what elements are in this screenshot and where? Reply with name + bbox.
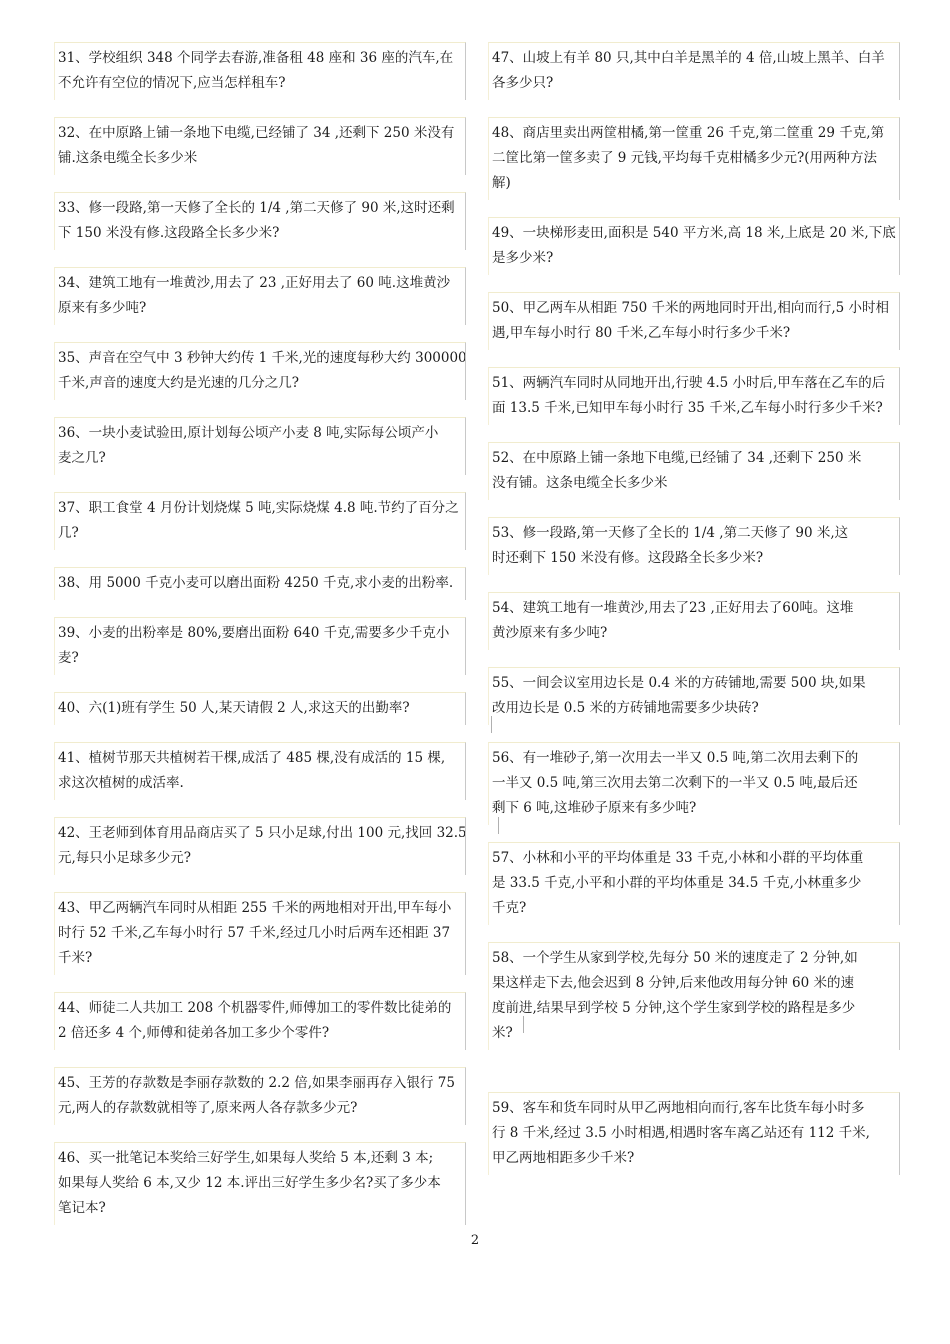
page-number: 2 <box>470 1233 480 1248</box>
problem-55 <box>492 671 894 721</box>
problem-39 <box>58 621 460 671</box>
problem-45 <box>58 1071 460 1121</box>
problem-line: 38、用 5000 千克小麦可以磨出面粉 4250 千克,求小麦的出粉率. <box>58 575 454 591</box>
problem-line: 37、职工食堂 4 月份计划烧煤 5 吨,实际烧煤 4.8 吨.节约了百分之 <box>58 500 459 516</box>
problem-41 <box>58 746 460 796</box>
problem-line: 麦之几? <box>58 450 106 466</box>
problem-51 <box>492 371 894 421</box>
problem-line: 51、两辆汽车同时从同地开出,行驶 4.5 小时后,甲车落在乙车的后 <box>492 375 886 391</box>
problem-line: 果这样走下去,他会迟到 8 分钟,后来他改用每分钟 60 米的速 <box>492 975 855 991</box>
problem-line: 度前进,结果早到学校 5 分钟,这个学生家到学校的路程是多少 <box>492 1000 856 1016</box>
problem-line: 33、修一段路,第一天修了全长的 1/4 ,第二天修了 90 米,这时还剩 <box>58 200 455 216</box>
problem-line: 52、在中原路上铺一条地下电缆,已经铺了 34 ,还剩下 250 米 <box>492 450 862 466</box>
problem-48 <box>492 121 894 196</box>
problem-57 <box>492 846 894 921</box>
problem-line: 元,每只小足球多少元? <box>58 850 192 866</box>
problem-line: 45、王芳的存款数是李丽存款数的 2.2 倍,如果李丽再存入银行 75 <box>58 1075 455 1091</box>
problem-43 <box>58 896 460 971</box>
problem-line: 没有铺。这条电缆全长多少米 <box>492 475 668 491</box>
problem-line: 元,两人的存款数就相等了,原来两人各存款多少元? <box>58 1100 358 1116</box>
problem-line: 各多少只? <box>492 75 554 91</box>
problem-49 <box>492 221 894 271</box>
problem-line: 49、一块梯形麦田,面积是 540 平方米,高 18 米,上底是 20 米,下底 <box>492 225 896 241</box>
problem-38 <box>58 571 460 596</box>
problem-46 <box>58 1146 460 1221</box>
problem-line: 56、有一堆砂子,第一次用去一半又 0.5 吨,第二次用去剩下的 <box>492 750 859 766</box>
problem-line: 35、声音在空气中 3 秒钟大约传 1 千米,光的速度每秒大约 300000 <box>58 350 467 366</box>
problem-53 <box>492 521 894 571</box>
margin-tick <box>523 1016 524 1033</box>
problem-line: 34、建筑工地有一堆黄沙,用去了 23 ,正好用去了 60 吨.这堆黄沙 <box>58 275 451 291</box>
problem-line: 是多少米? <box>492 250 554 266</box>
problem-50 <box>492 296 894 346</box>
problem-34 <box>58 271 460 321</box>
problem-line: 53、修一段路,第一天修了全长的 1/4 ,第二天修了 90 米,这 <box>492 525 849 541</box>
problem-line: 遇,甲车每小时行 80 千米,乙车每小时行多少千米? <box>492 325 791 341</box>
margin-tick <box>491 716 492 733</box>
problem-31 <box>58 46 460 96</box>
problem-line: 50、甲乙两车从相距 750 千米的两地同时开出,相向而行,5 小时相 <box>492 300 889 316</box>
problem-line: 如果每人奖给 6 本,又少 12 本.评出三好学生多少名?买了多少本 <box>58 1175 441 1191</box>
problem-line: 千克? <box>492 900 527 916</box>
margin-tick <box>498 817 499 834</box>
problem-35 <box>58 346 467 396</box>
problem-line: 是 33.5 千克,小平和小群的平均体重是 34.5 千克,小林重多少 <box>492 875 862 891</box>
problem-line: 行 8 千米,经过 3.5 小时相遇,相遇时客车离乙站还有 112 千米, <box>492 1125 870 1141</box>
problem-line: 改用边长是 0.5 米的方砖铺地需要多少块砖? <box>492 700 759 716</box>
problem-line: 千米? <box>58 950 93 966</box>
problem-line: 铺.这条电缆全长多少米 <box>58 150 198 166</box>
problem-line: 解) <box>492 175 511 191</box>
problem-line: 几? <box>58 525 79 541</box>
problem-line: 不允许有空位的情况下,应当怎样租车? <box>58 75 286 91</box>
problem-line: 39、小麦的出粉率是 80%,要磨出面粉 640 千克,需要多少千克小 <box>58 625 450 641</box>
problem-line: 麦? <box>58 650 79 666</box>
problem-line: 时还剩下 150 米没有修。这段路全长多少米? <box>492 550 764 566</box>
problem-54 <box>492 596 894 646</box>
problem-line: 求这次植树的成活率. <box>58 775 184 791</box>
problem-line: 58、一个学生从家到学校,先每分 50 米的速度走了 2 分钟,如 <box>492 950 858 966</box>
problem-40 <box>58 696 460 721</box>
problem-line: 面 13.5 千米,已知甲车每小时行 35 千米,乙车每小时行多少千米? <box>492 400 883 416</box>
problem-line: 笔记本? <box>58 1200 106 1216</box>
problem-line: 44、师徒二人共加工 208 个机器零件,师傅加工的零件数比徒弟的 <box>58 1000 452 1016</box>
problem-line: 42、王老师到体育用品商店买了 5 只小足球,付出 100 元,找回 32.5 <box>58 825 467 841</box>
problem-59 <box>492 1096 894 1171</box>
problem-line: 原来有多少吨? <box>58 300 147 316</box>
problem-44 <box>58 996 460 1046</box>
problem-line: 米? <box>492 1025 513 1041</box>
problem-32 <box>58 121 460 171</box>
problem-line: 48、商店里卖出两筐柑橘,第一筐重 26 千克,第二筐重 29 千克,第 <box>492 125 885 141</box>
problem-line: 57、小林和小平的平均体重是 33 千克,小林和小群的平均体重 <box>492 850 864 866</box>
problem-42 <box>58 821 467 871</box>
problem-line: 31、学校组织 348 个同学去春游,准备租 48 座和 36 座的汽车,在 <box>58 50 454 66</box>
problem-line: 一半又 0.5 吨,第三次用去第二次剩下的一半又 0.5 吨,最后还 <box>492 775 858 791</box>
problem-58 <box>492 946 894 1046</box>
problem-line: 黄沙原来有多少吨? <box>492 625 608 641</box>
problem-33 <box>58 196 460 246</box>
problem-56 <box>492 746 894 821</box>
problem-line: 千米,声音的速度大约是光速的几分之几? <box>58 375 300 391</box>
problem-line: 32、在中原路上铺一条地下电缆,已经铺了 34 ,还剩下 250 米没有 <box>58 125 455 141</box>
problem-line: 43、甲乙两辆汽车同时从相距 255 千米的两地相对开出,甲车每小 <box>58 900 452 916</box>
problem-36 <box>58 421 460 471</box>
problem-line: 55、一间会议室用边长是 0.4 米的方砖铺地,需要 500 块,如果 <box>492 675 866 691</box>
problem-line: 下 150 米没有修.这段路全长多少米? <box>58 225 280 241</box>
problem-line: 36、一块小麦试验田,原计划每公顷产小麦 8 吨,实际每公顷产小 <box>58 425 439 441</box>
problem-line: 剩下 6 吨,这堆砂子原来有多少吨? <box>492 800 697 816</box>
problem-line: 二筐比第一筐多卖了 9 元钱,平均每千克柑橘多少元?(用两种方法 <box>492 150 877 166</box>
problem-47 <box>492 46 894 96</box>
problem-line: 2 倍还多 4 个,师傅和徒弟各加工多少个零件? <box>58 1025 330 1041</box>
problem-line: 47、山坡上有羊 80 只,其中白羊是黑羊的 4 倍,山坡上黑羊、白羊 <box>492 50 885 66</box>
problem-line: 41、植树节那天共植树若干棵,成活了 485 棵,没有成活的 15 棵, <box>58 750 446 766</box>
problem-line: 时行 52 千米,乙车每小时行 57 千米,经过几小时后两车还相距 37 <box>58 925 451 941</box>
problem-37 <box>58 496 460 546</box>
problem-line: 40、六(1)班有学生 50 人,某天请假 2 人,求这天的出勤率? <box>58 700 410 716</box>
problem-line: 54、建筑工地有一堆黄沙,用去了23 ,正好用去了60吨。这堆 <box>492 600 854 616</box>
problem-line: 甲乙两地相距多少千米? <box>492 1150 635 1166</box>
problem-52 <box>492 446 894 496</box>
problem-line: 59、客车和货车同时从甲乙两地相向而行,客车比货车每小时多 <box>492 1100 865 1116</box>
problem-line: 46、买一批笔记本奖给三好学生,如果每人奖给 5 本,还剩 3 本; <box>58 1150 434 1166</box>
